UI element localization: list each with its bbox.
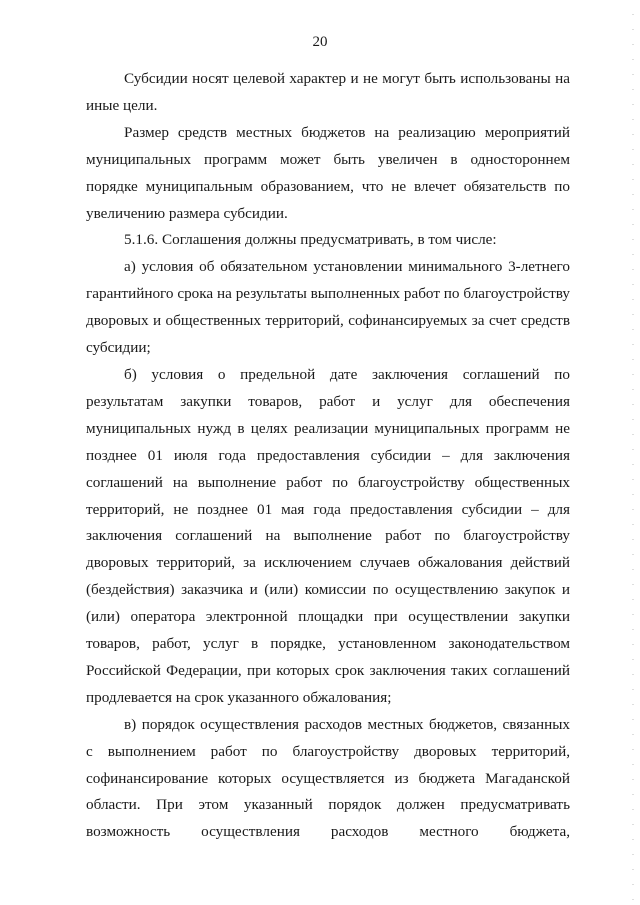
paragraph-item-v: в) порядок осуществления расходов местных бюджетов, связанных с выполнением работ по благоустройству дворовых территорий, софинансирование которых осуществляется из бюджета Магаданской области. При этом указанный порядок должен предусматривать возможность осуществления расходов местного бюджета,: [86, 715, 570, 841]
paragraph-agreements-clause: 5.1.6. Соглашения должны предусматривать, в том числе:: [124, 231, 497, 249]
paragraph-subsidy-purpose: Субсидии носят целевой характер и не могут быть использованы на иные цели.: [86, 70, 570, 114]
scan-margin-artifact: [632, 0, 634, 905]
page-number: 20: [312, 34, 328, 50]
document-body: [86, 66, 570, 846]
paragraph-budget-increase: Размер средств местных бюджетов на реализацию мероприятий муниципальных программ может быть увеличен в одностороннем порядке муниципальным образованием, что не влечет обязательств по увеличению размера субсидии.: [86, 123, 570, 222]
paragraph-item-b: б) условия о предельной дате заключения соглашений по результатам закупки товаров, работ и услуг для обеспечения муниципальных нужд в целях реализации муниципальных программ не позднее 01 июля года предоставления субсидии – для заключения соглашений на выполнение работ по благоустройству общественных территорий, не позднее 01 мая года предоставления субсидии – для заключения соглашений на выполнение работ по благоустройству дворовых территорий, за исключением случаев обжалования действий (бездействия) заказчика и (или) комиссии по осуществлению закупок и (или) оператора электронной площадки при осуществлении закупки товаров, работ, услуг в порядке, установленном законодательством Российской Федерации, при которых срок заключения таких соглашений продлевается на срок указанного обжалования;: [86, 365, 570, 706]
paragraph-item-a: а) условия об обязательном установлении минимального 3-летнего гарантийного срока на результаты выполненных работ по благоустройству дворовых и общественных территорий, софинансируемых за счет средств субсидии;: [86, 258, 570, 357]
